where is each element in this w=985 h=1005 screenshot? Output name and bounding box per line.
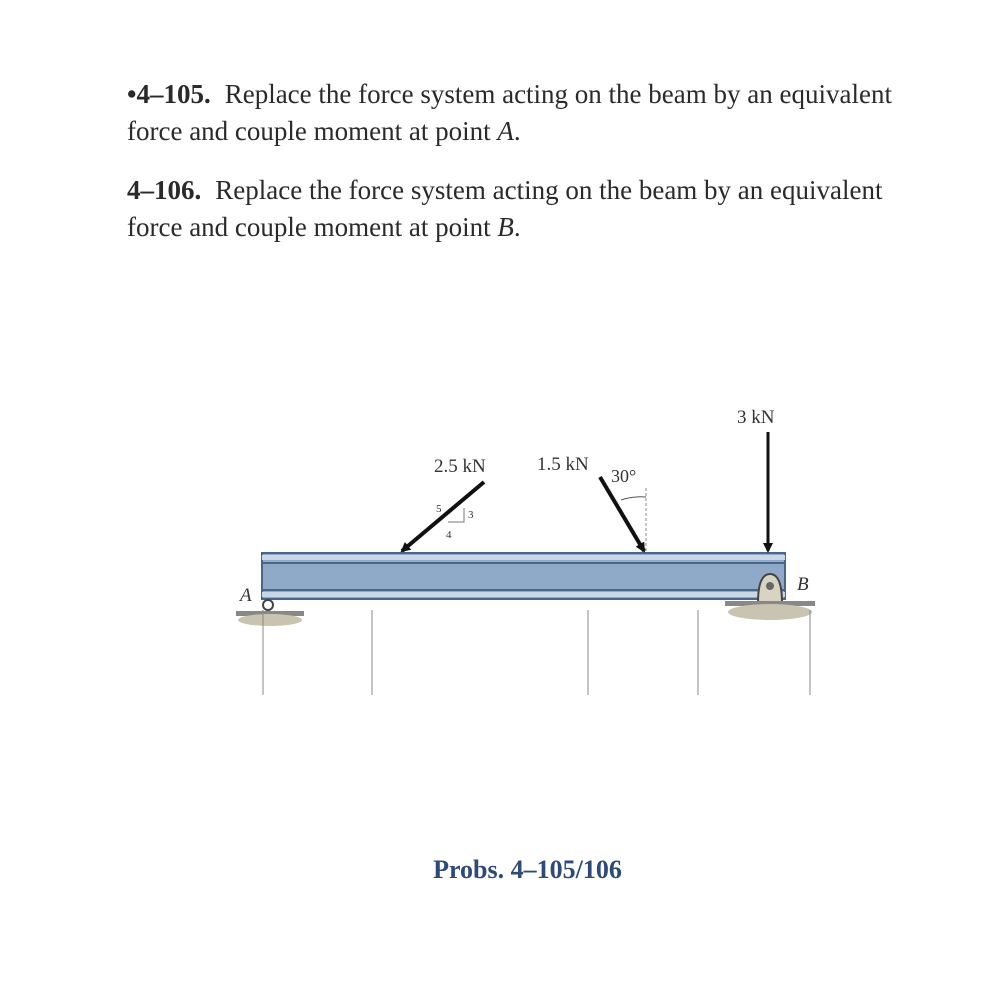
point-b-label: B — [797, 574, 809, 595]
problem-text: Replace the force system acting on the beam by an equivalent force and couple moment at point — [127, 175, 883, 242]
problem-text: Replace the force system acting on the beam by an equivalent force and couple moment at point — [127, 79, 892, 146]
problem-4-106: 4–106. Replace the force system acting on the beam by an equivalent force and couple moment at point B. — [127, 175, 883, 242]
problem-number: 4–106. — [127, 175, 202, 205]
force-1-5kn — [537, 454, 646, 553]
svg-text:3: 3 — [468, 509, 474, 521]
force-3kn — [737, 407, 775, 551]
figure-caption: Probs. 4–105/106 — [433, 855, 622, 884]
point-label: A — [497, 116, 514, 146]
dimensions — [263, 610, 810, 695]
angle-label: 30° — [611, 466, 637, 486]
point-a-label: A — [240, 585, 252, 606]
force-2-5kn — [402, 456, 486, 551]
force-label: 1.5 kN — [537, 454, 589, 475]
svg-text:5: 5 — [436, 503, 442, 515]
point-label: B — [497, 212, 514, 242]
problem-4-105: •4–105. Replace the force system acting on the beam by an equivalent force and couple moment at point A. — [127, 79, 892, 146]
force-label: 3 kN — [737, 407, 775, 428]
force-label: 2.5 kN — [434, 456, 486, 477]
beam — [262, 553, 785, 599]
svg-text:4: 4 — [446, 529, 452, 541]
problem-number: •4–105. — [127, 79, 211, 109]
